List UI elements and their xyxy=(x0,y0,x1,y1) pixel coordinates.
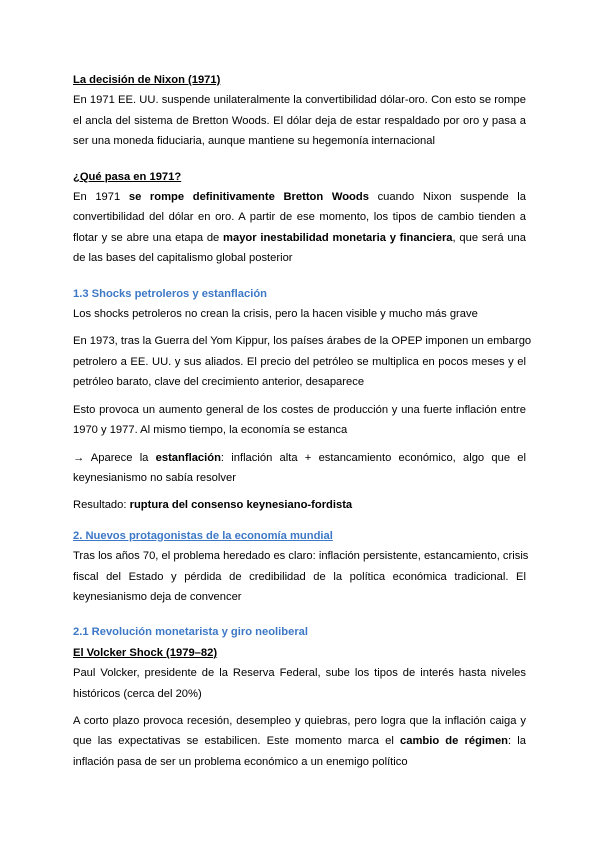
text-line: fiscal del Estado y pérdida de credibilidad de la política económica tradicional. El xyxy=(73,570,526,583)
text-line: En 1971 se rompe definitivamente Bretton Woods cuando Nixon suspende la xyxy=(73,191,527,204)
heading-nuevos-protagonistas: 2. Nuevos protagonistas de la economía mundial xyxy=(73,529,333,542)
paragraph-cambio-regimen xyxy=(73,711,526,772)
paragraph-protagonistas xyxy=(73,546,529,607)
text-line: de las bases del capitalismo global posterior xyxy=(73,252,293,265)
paragraph-shocks-1973 xyxy=(73,331,532,392)
paragraph-volcker xyxy=(73,663,526,704)
text-line: En 1971 EE. UU. suspende unilateralmente la convertibilidad dólar-oro. Con esto se rompe xyxy=(73,94,526,107)
text-line: Tras los años 70, el problema heredado es claro: inflación persistente, estancamiento, crisis xyxy=(73,550,529,563)
paragraph-estanflacion xyxy=(73,448,526,489)
text-line: flotar y se abre una etapa de mayor inestabilidad monetaria y financiera, que será una xyxy=(73,231,527,244)
heading-revolucion-monetarista: 2.1 Revolución monetarista y giro neoliberal xyxy=(73,626,309,639)
text-line: keynesianismo no sabía resolver xyxy=(73,471,236,484)
text-line: el ancla del sistema de Bretton Woods. El dólar deja de estar respaldado por oro y pasa a xyxy=(73,114,526,127)
heading-que-pasa-1971: ¿Qué pasa en 1971? xyxy=(73,170,182,183)
text-line: inflación pasa de ser un problema económico a un enemigo político xyxy=(73,755,408,768)
paragraph-shocks-costes xyxy=(73,400,526,441)
text-line: En 1973, tras la Guerra del Yom Kippur, los países árabes de la OPEP imponen un embargo xyxy=(73,335,532,348)
heading-shocks-petroleros: 1.3 Shocks petroleros y estanflación xyxy=(73,287,267,300)
text-line: históricos (cerca del 20%) xyxy=(73,687,202,700)
paragraph-nixon xyxy=(73,90,526,151)
text-line: convertibilidad del dólar en oro. A partir de ese momento, los tipos de cambio tienden a xyxy=(73,211,526,224)
paragraph-resultado: Resultado: ruptura del consenso keynesiano-fordista xyxy=(73,499,353,512)
text-line: → Aparece la estanflación: inflación alta + estancamiento económico, algo que el xyxy=(73,451,526,464)
paragraph-que-pasa xyxy=(73,187,526,269)
text-line: que las expectativas se estabilicen. Este momento marca el cambio de régimen: la xyxy=(73,735,526,748)
text-line: keynesianismo deja de convencer xyxy=(73,590,242,603)
text-line: Paul Volcker, presidente de la Reserva Federal, sube los tipos de interés hasta niveles xyxy=(73,667,526,680)
text-line: Esto provoca un aumento general de los costes de producción y una fuerte inflación entre xyxy=(73,403,526,416)
text-line: ser una moneda fiduciaria, aunque mantiene su hegemonía internacional xyxy=(73,135,435,148)
text-line: petróleo barato, clave del crecimiento anterior, desaparece xyxy=(73,376,365,389)
document-body xyxy=(73,70,532,772)
text-line: 1970 y 1977. Al mismo tiempo, la economía se estanca xyxy=(73,424,348,437)
text-line: A corto plazo provoca recesión, desempleo y quiebras, pero logra que la inflación caiga y xyxy=(73,714,526,727)
subheading-volcker-shock: El Volcker Shock (1979–82) xyxy=(73,646,218,659)
paragraph-shocks-intro: Los shocks petroleros no crean la crisis, pero la hacen visible y mucho más grave xyxy=(73,308,478,321)
text-line: petrolero a EE. UU. y sus aliados. El precio del petróleo se multiplica en pocos meses y el xyxy=(73,355,526,368)
heading-nixon-decision: La decisión de Nixon (1971) xyxy=(73,74,221,86)
